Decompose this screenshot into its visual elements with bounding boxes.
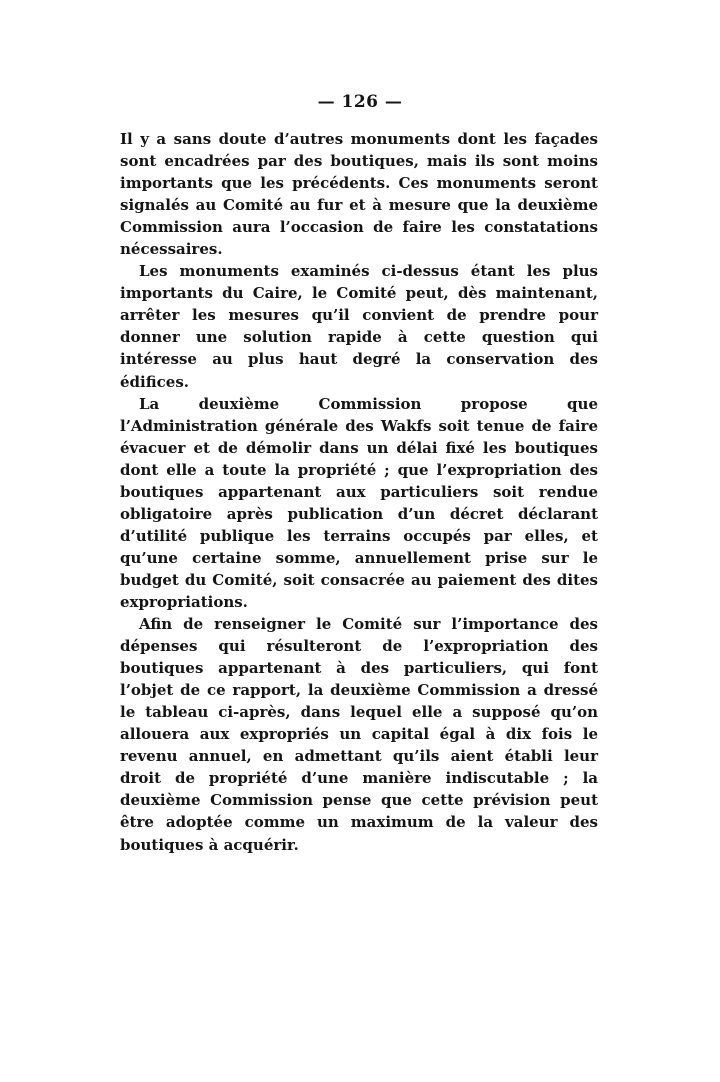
paragraph-2: Les monuments examinés ci-dessus étant les plus importants du Caire, le Comité peut, dès maintenant, arrêter les mesures qu’il convient de prendre pour donner une solution rapide à cette question qui intéresse au plus haut degré la conservation des édifices. (120, 262, 598, 391)
paragraph-3: La deuxième Commission propose que l’Administration générale des Wakfs soit tenue de faire évacuer et de démolir dans un délai fixé les boutiques dont elle a toute la propriété ; que l’expropriation des boutiques appartenant aux particuliers soit rendue obligatoire après publication d’un décret déclarant d’utilité publique les terrains occupés par elles, et qu’une certaine somme, annuellement prise sur le budget du Comité, soit consacrée au paiement des dites expropriations. (120, 394, 598, 611)
body-text (120, 128, 598, 856)
page-number: — 126 — (317, 92, 403, 112)
paragraph-1: Il y a sans doute d’autres monuments dont les façades sont encadrées par des boutiques, mais ils sont moins importants que les précédents. Ces monuments seront signalés au Comité au fur et à mesure que la deuxième Commission aura l’occasion de faire les constatations nécessaires. (120, 130, 598, 259)
paragraph-4: Afin de renseigner le Comité sur l’importance des dépenses qui résulteront de l’expropriation des boutiques appartenant à des particuliers, qui font l’objet de ce rapport, la deuxième Commission a dressé le tableau ci-après, dans lequel elle a supposé qu’on allouera aux expropriés un capital égal à dix fois le revenu annuel, en admettant qu’ils aient établi leur droit de propriété d’une manière indiscutable ; la deuxième Commission pense que cette prévision peut être adoptée comme un maximum de la valeur des boutiques à acquérir. (120, 615, 598, 854)
